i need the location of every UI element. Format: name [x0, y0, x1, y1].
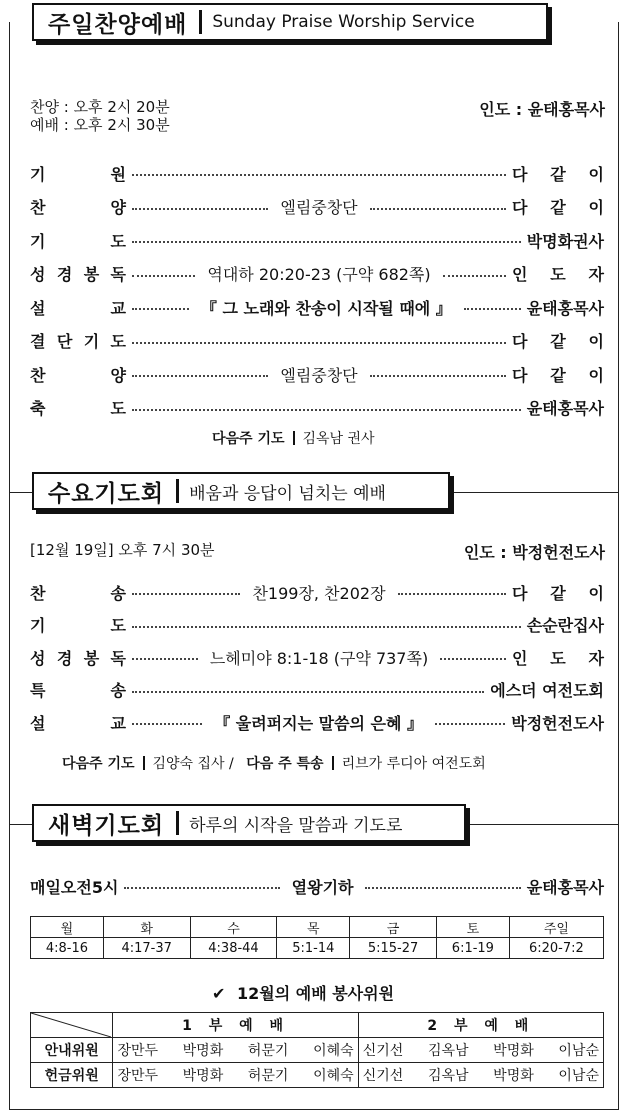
program-detail: 느헤미야 8:1-18 (구약 737쪽) — [209, 648, 429, 668]
sunday-next-prayer — [212, 428, 375, 448]
label-char: 경 — [56, 265, 73, 284]
program-row — [30, 161, 604, 185]
separator-bar — [143, 756, 145, 770]
volunteer-name: 이남순 — [558, 1068, 599, 1084]
wednesday-title: 수요기도회 — [48, 480, 165, 507]
program-row — [30, 228, 604, 252]
volunteer-name: 신기선 — [362, 1068, 404, 1084]
sunday-title: 주일찬양예배 — [48, 11, 188, 38]
separator-bar — [332, 756, 334, 770]
sunday-praise-time: 찬양 : 오후 2시 20분 — [30, 98, 170, 116]
leader-dots — [132, 208, 268, 210]
diagonal-line — [31, 1013, 111, 1037]
dawn-subtitle: 하루의 시작을 말씀과 기도로 — [189, 815, 403, 836]
label-char: 독 — [110, 648, 126, 668]
leader-dots — [132, 409, 521, 411]
volunteer-name: 박명화 — [182, 1043, 224, 1059]
program-label — [30, 581, 126, 604]
sunday-header — [32, 3, 548, 41]
program-detail: 『 그 노래와 찬송이 시작될 때에 』 — [200, 298, 452, 318]
program-detail: 『 울려퍼지는 말씀의 은혜 』 — [214, 713, 424, 733]
person-char: 다 — [512, 583, 528, 603]
leader-dots — [132, 593, 240, 595]
sunday-worship-time: 예배 : 오후 2시 30분 — [30, 116, 170, 134]
program-detail: 찬199장, 찬202장 — [252, 583, 386, 603]
program-person: 윤태홍목사 — [526, 399, 604, 418]
program-label — [30, 229, 126, 252]
label-char: 성 — [30, 265, 46, 284]
program-person — [512, 363, 604, 386]
next-prayer-value: 김양숙 집사 / — [152, 756, 234, 772]
person-char: 같 — [550, 583, 566, 603]
label-char: 봉 — [83, 265, 100, 284]
volunteer-name: 박명화 — [182, 1068, 224, 1084]
program-person: 손순란집사 — [526, 616, 604, 635]
label-char: 찬 — [30, 583, 46, 603]
person-char: 자 — [588, 648, 605, 668]
volunteer-name: 장만두 — [117, 1043, 159, 1059]
label-char: 봉 — [83, 648, 100, 668]
volunteer-role: 안내위원 — [31, 1038, 113, 1063]
label-char: 기 — [30, 231, 46, 251]
leader-dots — [132, 691, 484, 693]
names-list — [117, 1040, 353, 1060]
label-char: 특 — [30, 681, 46, 700]
wednesday-time: [12월 19일] 오후 7시 30분 — [30, 541, 215, 559]
sunday-leader: 인도 : 윤태홍목사 — [479, 100, 605, 119]
person-char: 인 — [512, 265, 528, 284]
program-label — [30, 711, 126, 734]
header-bar — [176, 811, 179, 835]
volunteer-name: 신기선 — [362, 1043, 404, 1059]
schedule-day: 월 — [31, 917, 104, 938]
program-label — [30, 162, 126, 185]
leader-dots — [132, 275, 195, 277]
label-char: 찬 — [30, 365, 46, 385]
schedule-reading: 6:1-19 — [436, 938, 509, 959]
program-label — [30, 262, 126, 285]
next-special-label: 다음 주 특송 — [246, 756, 324, 772]
label-char: 교 — [110, 298, 126, 318]
leader-dots — [132, 626, 521, 628]
volunteer-row — [31, 1063, 604, 1088]
dawn-leader: 윤태홍목사 — [526, 877, 604, 897]
leader-dots — [435, 723, 505, 725]
schedule-reading: 4:8-16 — [31, 938, 104, 959]
schedule-reading: 6:20-7:2 — [509, 938, 603, 959]
person-char: 같 — [550, 198, 566, 217]
person-char: 같 — [550, 164, 566, 184]
leader-dots — [132, 723, 202, 725]
volunteer-name: 박명화 — [493, 1068, 534, 1084]
dawn-time: 매일오전5시 — [30, 877, 119, 897]
label-char: 기 — [30, 164, 46, 184]
program-label — [30, 296, 126, 319]
label-char: 송 — [110, 681, 126, 700]
program-person: 박정헌전도사 — [511, 713, 604, 733]
leader-dots — [365, 887, 520, 889]
program-row — [30, 329, 604, 353]
person-char: 이 — [588, 583, 605, 603]
program-label — [30, 363, 126, 386]
diagonal-cell — [31, 1013, 113, 1038]
label-char: 결 — [30, 332, 46, 351]
sunday-subtitle: Sunday Praise Worship Service — [212, 12, 475, 32]
person-char: 자 — [588, 265, 605, 284]
label-char: 양 — [110, 365, 126, 385]
leader-dots — [398, 593, 506, 595]
label-char: 성 — [30, 648, 46, 668]
schedule-day: 화 — [103, 917, 190, 938]
volunteer-names — [358, 1063, 603, 1088]
leader-dots — [124, 887, 279, 889]
schedule-day: 금 — [350, 917, 437, 938]
person-char: 이 — [588, 365, 604, 385]
schedule-reading: 5:15-27 — [350, 938, 437, 959]
program-label — [30, 678, 126, 701]
separator-bar — [293, 431, 295, 445]
next-special-value: 리브가 루디아 여전도회 — [341, 756, 486, 772]
program-label — [30, 329, 126, 352]
wednesday-subtitle: 배움과 응답이 넘치는 예배 — [189, 483, 386, 504]
volunteers-heading — [212, 981, 394, 1004]
label-char: 도 — [110, 231, 126, 251]
program-label — [30, 646, 126, 669]
label-char: 원 — [110, 164, 126, 184]
label-char: 설 — [30, 298, 46, 318]
schedule-day: 주일 — [509, 917, 603, 938]
program-row — [30, 580, 604, 604]
program-person: 에스더 여전도회 — [490, 681, 604, 700]
program-row — [30, 195, 604, 219]
program-person — [512, 262, 604, 285]
leader-dots — [132, 342, 506, 344]
program-detail: 엘림중창단 — [280, 365, 358, 385]
check-icon: ✔ — [212, 984, 226, 1003]
leader-dots — [132, 241, 521, 243]
leader-dots — [443, 275, 506, 277]
person-char: 다 — [512, 365, 528, 385]
service1-header: 1 부 예 배 — [113, 1013, 358, 1038]
volunteer-name: 이혜숙 — [313, 1043, 354, 1059]
schedule-reading: 5:1-14 — [277, 938, 350, 959]
volunteers-header-row — [31, 1013, 604, 1038]
leader-dots — [132, 375, 268, 377]
label-char: 독 — [110, 265, 126, 284]
person-char: 이 — [588, 164, 604, 184]
program-person — [512, 646, 604, 669]
sunday-times — [30, 98, 170, 134]
volunteer-names — [113, 1038, 358, 1063]
person-char: 이 — [588, 198, 604, 217]
program-person — [512, 195, 604, 218]
schedule-day: 수 — [190, 917, 277, 938]
next-prayer-value: 김옥남 권사 — [302, 431, 375, 447]
wednesday-header — [32, 472, 450, 510]
person-char: 다 — [512, 164, 528, 184]
dawn-schedule-table — [30, 916, 604, 959]
next-prayer-label: 다음주 기도 — [62, 756, 135, 772]
person-char: 이 — [588, 332, 604, 351]
volunteer-role: 헌금위원 — [31, 1063, 113, 1088]
person-char: 도 — [550, 265, 566, 284]
volunteer-name: 허문기 — [247, 1068, 289, 1084]
leader-dots — [132, 308, 189, 310]
label-char: 송 — [110, 583, 126, 603]
program-person — [512, 329, 604, 352]
leader-dots — [370, 375, 506, 377]
program-person — [512, 581, 604, 604]
header-bar — [199, 10, 202, 34]
label-char: 찬 — [30, 198, 46, 217]
label-char: 교 — [110, 713, 126, 733]
program-person: 윤태홍목사 — [526, 298, 604, 318]
leader-dots — [370, 208, 506, 210]
program-detail: 역대하 20:20-23 (구약 682쪽) — [207, 265, 431, 284]
program-row — [30, 645, 604, 669]
volunteer-name: 장만두 — [117, 1068, 159, 1084]
person-char: 다 — [512, 198, 528, 217]
wednesday-next — [62, 753, 486, 773]
leader-dots — [440, 658, 506, 660]
program-row — [30, 295, 604, 319]
program-row — [30, 613, 604, 637]
schedule-day: 목 — [277, 917, 350, 938]
person-char: 같 — [550, 332, 566, 351]
volunteer-row — [31, 1038, 604, 1063]
program-label — [30, 613, 126, 636]
program-row — [30, 710, 604, 734]
volunteers-title: 12월의 예배 봉사위원 — [236, 984, 395, 1003]
volunteer-name: 허문기 — [247, 1043, 289, 1059]
dawn-title: 새벽기도회 — [48, 812, 165, 839]
label-char: 단 — [56, 332, 73, 351]
dawn-row — [30, 874, 604, 898]
program-detail: 엘림중창단 — [280, 198, 358, 217]
next-prayer-label: 다음주 기도 — [212, 431, 285, 447]
person-char: 다 — [512, 332, 528, 351]
label-char: 도 — [110, 616, 126, 635]
schedule-readings-row — [31, 938, 604, 959]
volunteer-names — [358, 1038, 603, 1063]
program-label — [30, 195, 126, 218]
program-row — [30, 396, 604, 420]
volunteer-name: 이혜숙 — [313, 1068, 354, 1084]
volunteer-name: 박명화 — [493, 1043, 534, 1059]
person-char: 인 — [512, 648, 528, 668]
header-bar — [176, 479, 179, 503]
program-person: 박명화권사 — [526, 231, 604, 251]
volunteers-table — [30, 1012, 604, 1088]
schedule-reading: 4:17-37 — [103, 938, 190, 959]
names-list — [363, 1040, 599, 1060]
schedule-day: 토 — [436, 917, 509, 938]
label-char: 도 — [110, 332, 126, 351]
volunteer-name: 김옥남 — [427, 1043, 469, 1059]
dawn-book: 열왕기하 — [291, 877, 354, 897]
label-char: 축 — [30, 399, 46, 418]
volunteer-name: 김옥남 — [427, 1068, 469, 1084]
label-char: 설 — [30, 713, 46, 733]
service2-header: 2 부 예 배 — [358, 1013, 603, 1038]
schedule-days-row — [31, 917, 604, 938]
program-row — [30, 262, 604, 286]
leader-dots — [464, 308, 521, 310]
leader-dots — [132, 174, 506, 176]
volunteer-names — [113, 1063, 358, 1088]
program-row — [30, 678, 604, 702]
label-char: 양 — [110, 198, 126, 217]
names-list — [363, 1065, 599, 1085]
program-row — [30, 362, 604, 386]
leader-dots — [132, 658, 198, 660]
schedule-reading: 4:38-44 — [190, 938, 277, 959]
label-char: 기 — [83, 332, 100, 351]
wednesday-leader: 인도 : 박정헌전도사 — [463, 543, 605, 562]
label-char: 도 — [110, 399, 126, 418]
person-char: 같 — [550, 365, 566, 385]
program-label — [30, 396, 126, 419]
label-char: 기 — [30, 616, 46, 635]
volunteer-name: 이남순 — [558, 1043, 599, 1059]
names-list — [117, 1065, 353, 1085]
dawn-header — [32, 804, 466, 842]
label-char: 경 — [56, 648, 73, 668]
program-person — [512, 162, 604, 185]
person-char: 도 — [550, 648, 566, 668]
